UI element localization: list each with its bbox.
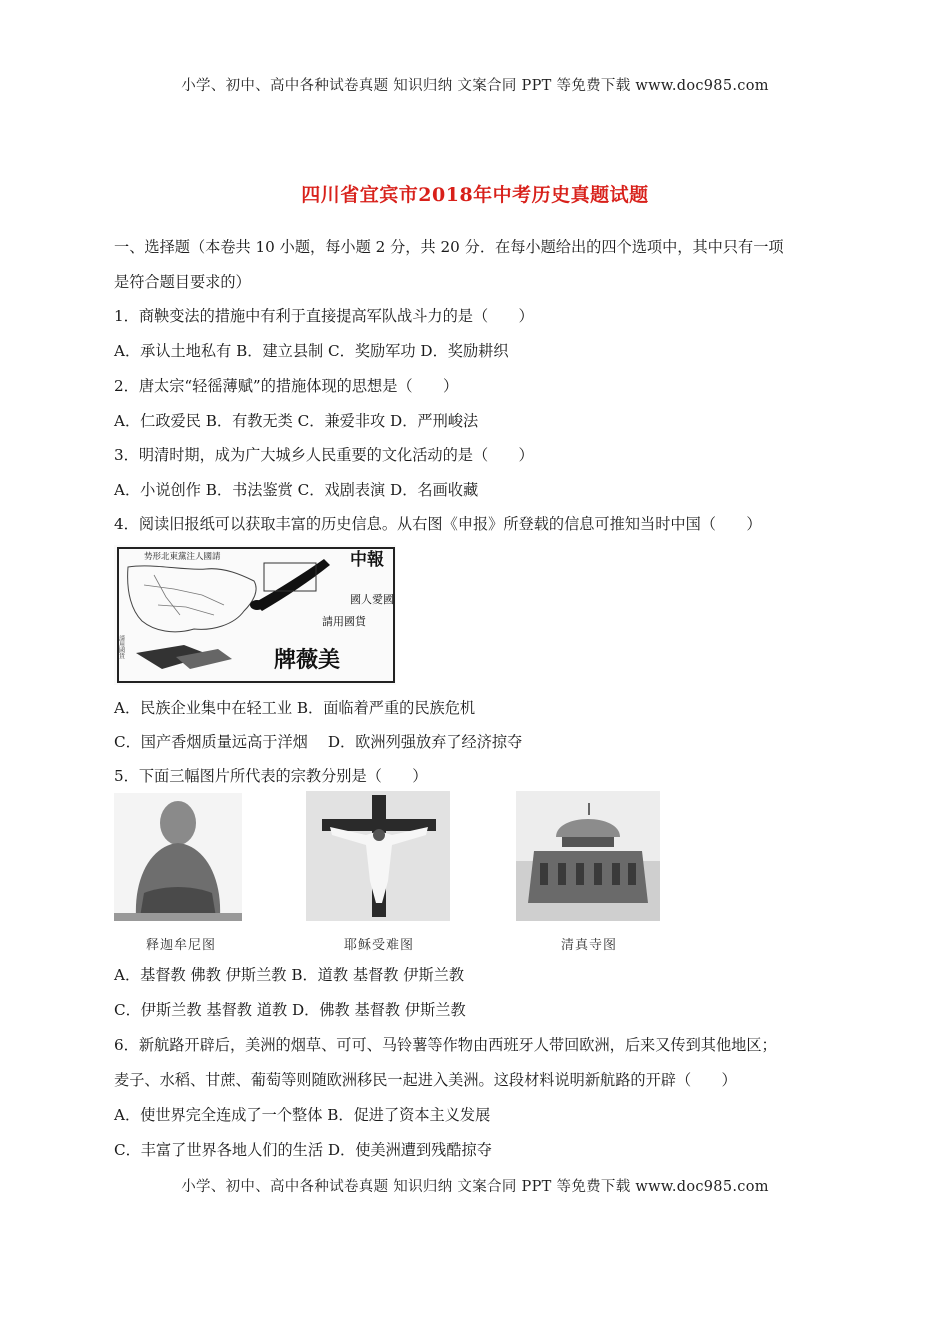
buddha-legs-icon — [140, 887, 216, 917]
caption-buddha: 释迦牟尼图 — [145, 938, 216, 953]
section-instructions-line1: 一、选择题（本卷共 10 小题，每小题 2 分，共 20 分．在每小题给出的四个选项中，其中只有一项 — [114, 238, 784, 256]
q6-stem-line2: 麦子、水稻、甘蔗、葡萄等则随欧洲移民一起进入美洲。这段材料说明新航路的开辟（ ） — [114, 1071, 737, 1089]
q1-options: A．承认土地私有 B．建立县制 C．奖励军功 D．奖励耕织 — [114, 342, 509, 360]
q6-stem-line1: 6．新航路开辟后，美洲的烟草、可可、马铃薯等作物由西班牙人带回欧洲，后来又传到其他地区； — [114, 1036, 777, 1054]
brush-tip-icon — [250, 600, 264, 610]
q6-options-ab: A．使世界完全连成了一个整体 B．促进了资本主义发展 — [114, 1106, 491, 1124]
q4-options-ab: A．民族企业集中在轻工业 B．面临着严重的民族危机 — [114, 699, 476, 717]
crucifixion-image — [306, 791, 450, 921]
q4-stem: 4．阅读旧报纸可以获取丰富的历史信息。从右图《申报》所登载的信息可推知当时中国（ ） — [114, 515, 762, 533]
page-title: 四川省宜宾市2018年中考历史真题试题 — [301, 184, 649, 206]
q2-stem: 2．唐太宗“轻徭薄赋”的措施体现的思想是（ ） — [114, 377, 459, 395]
slogan-line-2: 請用國貨 — [322, 615, 366, 628]
map-caption: 势形北東黨注人國請 — [144, 552, 221, 562]
q5-stem: 5．下面三幅图片所代表的宗教分别是（ ） — [114, 767, 428, 785]
brand-name: 牌薇美 — [274, 647, 341, 673]
caption-mosque: 清真寺图 — [560, 938, 617, 953]
slogan-line: 國人愛國 — [350, 593, 394, 606]
newspaper-ad-image — [114, 545, 396, 685]
q1-stem: 1．商鞅变法的措施中有利于直接提高军队战斗力的是（ ） — [114, 307, 534, 325]
q5-options-ab: A．基督教 佛教 伊斯兰教 B．道教 基督教 伊斯兰教 — [114, 966, 465, 984]
mosque-image — [516, 791, 660, 921]
q2-options: A．仁政爱民 B．有教无类 C．兼爱非攻 D．严刑峻法 — [114, 412, 479, 430]
section-instructions-line2: 是符合题目要求的） — [114, 273, 251, 291]
q5-options-cd: C．伊斯兰教 基督教 道教 D．佛教 基督教 伊斯兰教 — [114, 1001, 466, 1019]
q6-options-cd: C．丰富了世界各地人们的生活 D．使美洲遭到残酷掠夺 — [114, 1141, 492, 1159]
q3-stem: 3．明清时期，成为广大城乡人民重要的文化活动的是（ ） — [114, 446, 534, 464]
caption-crucifixion: 耶稣受难图 — [343, 938, 414, 953]
q4-options-cd: C．国产香烟质量远高于洋烟 D．欧洲列强放弃了经济掠夺 — [114, 733, 523, 751]
page-footer: 小学、初中、高中各种试卷真题 知识归纳 文案合同 PPT 等免费下载 www.doc985.com — [181, 1179, 769, 1195]
buddha-image — [114, 793, 242, 921]
page-header: 小学、初中、高中各种试卷真题 知识归纳 文案合同 PPT 等免费下载 www.doc985.com — [181, 78, 769, 94]
buddha-head-icon — [160, 801, 196, 845]
paper-name: 中報 — [350, 550, 384, 570]
q3-options: A．小说创作 B．书法鉴赏 C．戏剧表演 D．名画收藏 — [114, 481, 479, 499]
side-text: 請用國貨 — [117, 635, 125, 659]
